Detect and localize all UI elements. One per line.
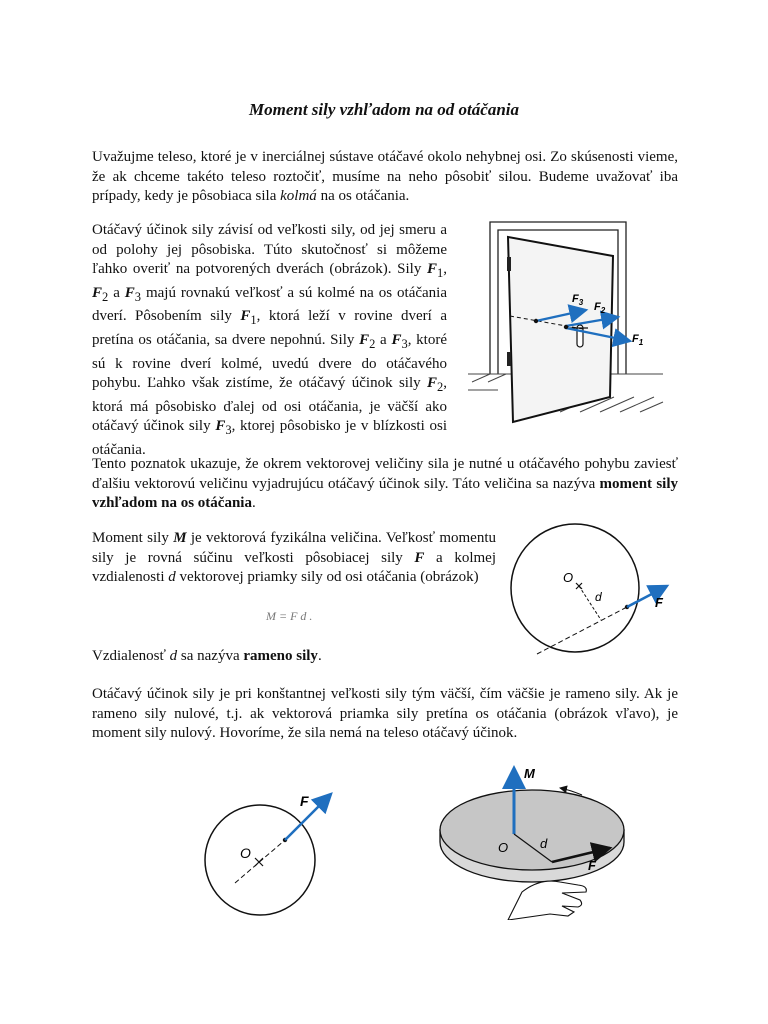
label-o: O <box>240 845 251 861</box>
page-title: Moment sily vzhľadom na od otáčania <box>248 100 520 119</box>
paragraph-concept: Tento poznatok ukazuje, že okrem vektorovej veličiny sila je nutné u otáčavého pohybu zaviesť ďalšiu vektorovú veličinu vyjadrujúcu otáčavý účinok sily. Táto veličina sa nazýva moment sily vzhľadom na os otáčania. <box>92 456 678 512</box>
circle-lever-arm-figure <box>505 518 685 668</box>
label-f: F <box>588 858 596 873</box>
door-panel <box>508 237 613 422</box>
label-d: d <box>595 590 602 604</box>
disk-body <box>440 790 624 882</box>
rotation-disk <box>205 805 315 915</box>
hinge-top <box>507 257 511 271</box>
rotation-disk <box>511 524 639 652</box>
label-f3: $F_3$ <box>572 293 584 307</box>
label-f: F <box>300 793 309 809</box>
label-m: M <box>524 766 535 781</box>
label-f1: $F_1$ <box>632 333 644 347</box>
paragraph-door: Otáčavý účinok sily závisí od veľkosti sily, od jej smeru a od polohy jej pôsobiska. Túto skutočnosť si môžeme ľahko overiť na potvorených dverách (obrázok). Sily $F_1$, $F_2$ a $F_3$ majú rovnakú veľkosť a sú kolmé na os otáčania dverí. Pôsobením sily $F_1$, ktorá leží v rovine dverí a pretína os otáčania, sa dvere nepohnú. Sily $F_2$ a $F_3$, ktoré sú k rovine dverí kolmé, uvedú dvere do otáčavého pohybu. Ľahko však zistíme, že otáčavý účinok sily $F_2$, ktorá má pôsobisko ďalej od osi otáčania, je väčší ako otáčavý účinok sily $F_3$, ktorej pôsobisko je v blízkosti osi otáčania. <box>92 222 447 458</box>
hinge-bottom <box>507 352 511 366</box>
paragraph-lever-arm: Vzdialenosť d sa nazýva rameno sily. <box>92 648 322 664</box>
circle-zero-moment-figure <box>200 780 350 920</box>
door-figure <box>458 212 670 430</box>
paragraph-definition: Moment sily M je vektorová fyzikálna veličina. Veľkosť momentu sily je rovná súčinu veľkosti pôsobiacej sily F a kolmej vzdialenosti d vektorovej priamky sily od osi otáčania (obrázok) <box>92 530 496 586</box>
application-point-f3 <box>534 319 538 323</box>
label-o: O <box>498 840 509 855</box>
application-point-f2 <box>564 325 568 329</box>
disk-moment-figure <box>432 760 632 920</box>
formula-moment: M = F d . <box>266 609 313 623</box>
hand-drawing <box>508 881 586 920</box>
label-o: O <box>563 570 574 585</box>
label-d: d <box>540 836 548 851</box>
label-f: F <box>655 595 663 610</box>
paragraph-intro: Uvažujme teleso, ktoré je v inerciálnej sústave otáčavé okolo nehybnej osi. Zo skúsenosti vieme, že ak chceme takéto teleso roztočiť, musíme na neho pôsobiť silou. Budeme uvažovať iba prípady, kedy je pôsobiaca sila kolmá na os otáčania. <box>92 149 678 205</box>
label-f2: $F_2$ <box>594 301 606 315</box>
paragraph-zero-moment: Otáčavý účinok sily je pri konštantnej veľkosti sily tým väčší, čím väčšie je rameno sily. Ak je rameno sily nulové, t.j. ak vektorová priamka sily pretína os otáčania (obrázok vľavo), je moment sily nulový. Hovoríme, že sila nemá na teleso otáčavý účinok. <box>92 686 678 742</box>
